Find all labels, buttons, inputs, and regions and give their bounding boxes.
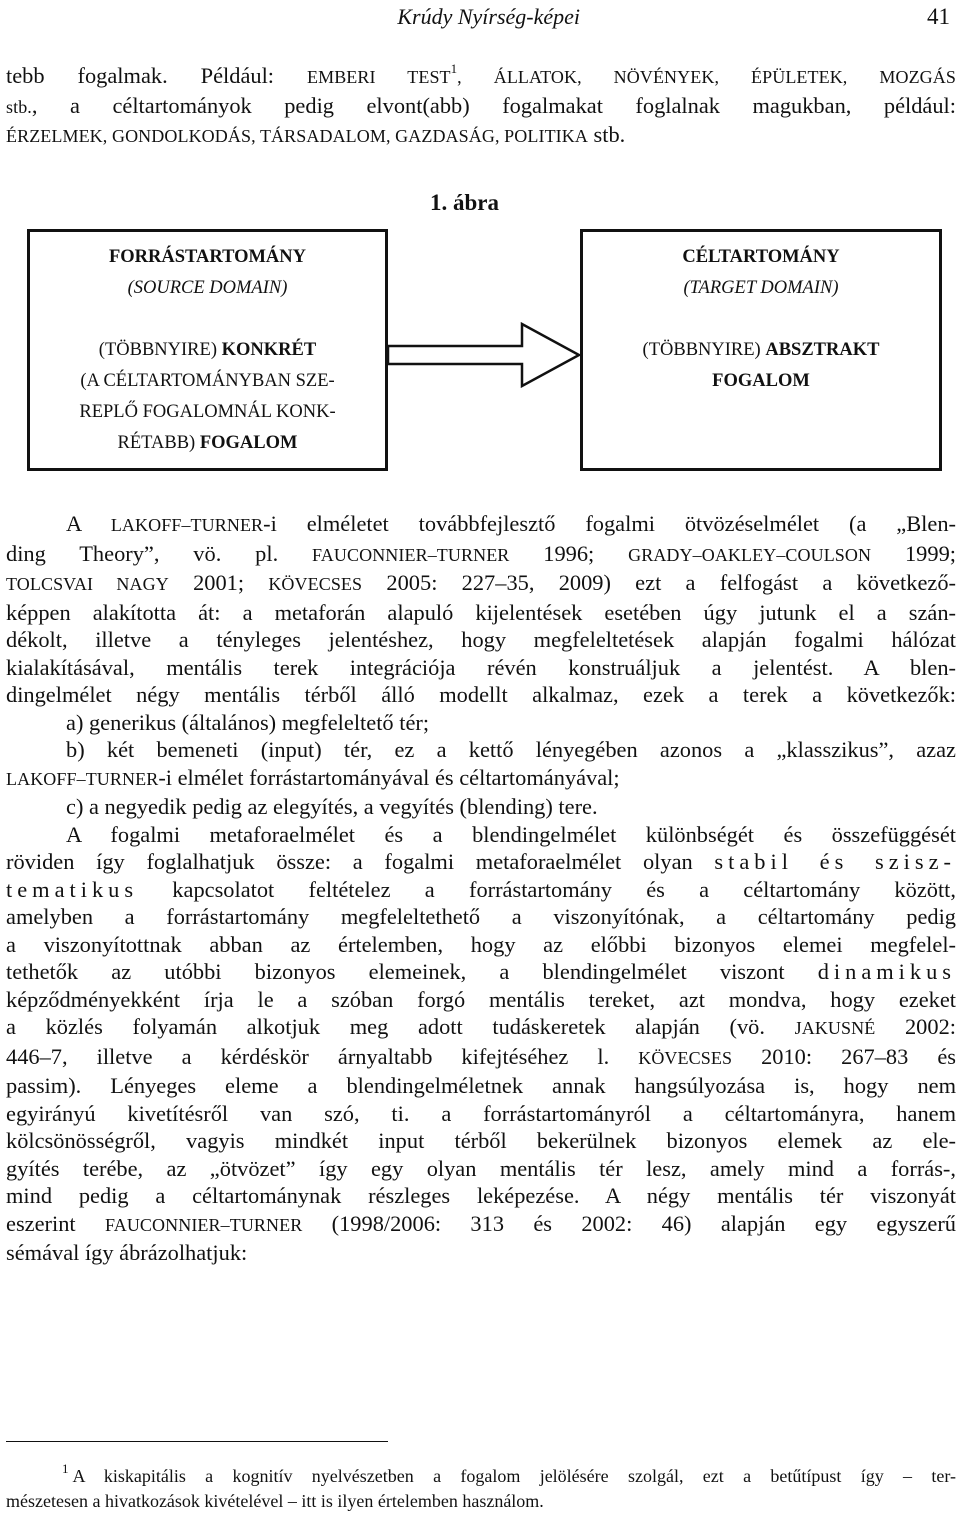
text-line <box>6 764 956 794</box>
intro-paragraph <box>6 55 956 151</box>
text-line: dékolt, illetve a tényleges jelentéshez, hogy megfeleltetések alapján fogalmi hálózat <box>6 627 956 652</box>
footnote-line <box>6 1456 956 1489</box>
small-caps-run: stb. <box>6 96 32 117</box>
author-name: LAKOFF–TURNER <box>6 768 159 789</box>
text-line <box>6 569 956 599</box>
text-run: 446–7, illetve a kérdéskör árnyaltabb kifejtéséhez l. <box>6 1043 639 1069</box>
page-number: 41 <box>927 4 950 29</box>
text-run: a közlés folyamán alkotjuk meg adott tudáskeretek alapján (vö. <box>6 1014 795 1039</box>
text-line <box>6 1210 956 1240</box>
text-line <box>6 55 956 92</box>
body-paragraph <box>6 510 956 1267</box>
text-line <box>6 92 956 122</box>
source-domain-box <box>27 229 388 471</box>
author-name: FAUCONNIER–TURNER <box>104 1214 303 1235</box>
bold-run: ABSZTRAKT <box>765 340 880 360</box>
text-line: képpen alakította át: a metaforán alapuló kijelentések esetében úgy jutunk el a szán- <box>6 599 956 625</box>
text-run: -i elmélet forrástartományával és céltartományával; <box>158 764 620 790</box>
spacer <box>583 304 939 335</box>
text-line <box>6 958 956 986</box>
text-run: eszerint <box>6 1210 105 1236</box>
text-run: ding Theory”, vö. pl. <box>6 540 313 566</box>
text-run: RÉTABB) <box>117 433 200 453</box>
text-line: mind pedig a céltartománynak részleges leképezése. A négy mentális tér viszonyát <box>6 1183 956 1208</box>
spacer <box>30 304 385 335</box>
text-line: amelyben a forrástartomány megfeleltethető a viszonyítónak, a céltartomány pedig <box>6 904 956 929</box>
text-line: a viszonyítottnak abban az értelemben, hogy az előbbi bizonyos elemei megfelel- <box>6 931 956 957</box>
text-line: képződményekként írja le a szóban forgó mentális tereket, azt mondva, hogy ezeket <box>6 986 956 1012</box>
text-run: A <box>66 511 111 536</box>
text-run: (TÖBBNYIRE) <box>642 340 766 360</box>
source-line: REPLŐ FOGALOMNÁL KONK- <box>79 402 336 422</box>
text-line: dingelmélet négy mentális térből álló modellt alkalmaz, ezek a terek a következők: <box>6 682 956 707</box>
text-line: passim). Lényeges eleme a blendingelméletnek annak hangsúlyozása is, hogy nem <box>6 1073 956 1098</box>
author-name: FAUCONNIER–TURNER <box>312 544 510 565</box>
spaced-emphasis: dinamikus <box>817 959 956 984</box>
source-line <box>30 428 385 459</box>
text-run: , a céltartományok pedig elvont(abb) fogalmakat foglalnak magukban, például: <box>31 92 956 118</box>
source-line: (A CÉLTARTOMÁNYBAN SZE- <box>80 371 335 391</box>
running-header <box>0 4 960 34</box>
text-line <box>6 510 956 540</box>
bold-run: FOGALOM <box>199 433 298 453</box>
footnote-line: mészetesen a hivatkozások kivételével – itt is ilyen értelemben használom. <box>6 1491 544 1511</box>
list-item: b) két bemeneti (input) tér, ez a kettő lényegében azonos a „klasszikus”, azaz <box>66 737 956 762</box>
text-line <box>6 1013 956 1043</box>
small-caps-run: ÉRZELMEK, GONDOLKODÁS, TÁRSADALOM, GAZDASÁG, POLITIKA <box>6 126 588 146</box>
text-run: (1998/2006: 313 és 2002: 46) alapján egy egyszerű <box>302 1210 957 1236</box>
text-run: -i elméletet továbbfejlesztő fogalmi ötvözéselmélet (a „Blen- <box>263 511 956 536</box>
source-domain-title: FORRÁSTARTOMÁNY <box>108 247 307 267</box>
author-name: TOLCSVAI NAGY <box>6 574 169 594</box>
text-line: A fogalmi metaforaelmélet és a blendingelmélet különbségét és összefüggését <box>66 821 956 847</box>
footnote-mark: 1 <box>62 1461 69 1476</box>
mapping-arrow-icon <box>388 322 582 388</box>
text-run: 2001; <box>168 570 269 595</box>
text-run: (TÖBBNYIRE) <box>98 340 222 360</box>
running-title: Krúdy Nyírség-képei <box>397 4 580 29</box>
text-run: 2005: 227–35, 2009) ezt a felfogást a következő- <box>362 570 956 595</box>
source-line <box>30 335 385 366</box>
author-name: JAKUSNÉ <box>794 1018 876 1038</box>
small-caps-run: , ÁLLATOK, NÖVÉNYEK, ÉPÜLETEK, MOZGÁS <box>457 67 956 87</box>
text-line: kialakításával, mentális terek integrációja révén konstruáljuk a jelentést. A blen- <box>6 654 956 680</box>
text-run: A kiskapitális a kognitív nyelvészetben a fogalom jelölésére szolgál, ezt a betűtípust így – ter- <box>72 1466 956 1486</box>
text-line <box>6 540 956 570</box>
footnote-divider <box>6 1441 388 1442</box>
text-run: 2010: 267–83 és <box>732 1043 956 1069</box>
author-name: LAKOFF–TURNER <box>110 515 264 535</box>
author-name: KÖVECSES <box>638 1047 733 1068</box>
author-name: GRADY–OAKLEY–COULSON <box>628 544 872 565</box>
text-run: tebb fogalmak. Például: <box>6 63 307 88</box>
spaced-emphasis: tematikus <box>6 876 139 902</box>
text-line <box>6 876 956 904</box>
text-run: 1996; <box>509 540 629 566</box>
list-item: c) a negyedik pedig az elegyítés, a vegyítés (blending) tere. <box>66 794 598 819</box>
target-line: FOGALOM <box>712 371 810 391</box>
source-domain-subtitle: (SOURCE DOMAIN) <box>127 278 288 298</box>
target-domain-title: CÉLTARTOMÁNY <box>682 247 840 267</box>
text-run: 1999; <box>871 540 956 566</box>
text-line <box>6 1043 956 1073</box>
target-line <box>583 335 939 366</box>
text-run: kapcsolatot feltételez a forrástartomány és a céltartomány között, <box>138 876 956 902</box>
text-line: kölcsönösségről, vagyis mindkét input térből bekerülnek bizonyos elemek az ele- <box>6 1128 956 1153</box>
text-run: röviden így foglalhatjuk össze: a fogalmi metaforaelmélet olyan <box>6 849 715 874</box>
bold-run: KONKRÉT <box>221 340 317 360</box>
text-run: stb. <box>587 122 626 147</box>
spaced-emphasis: stabil és szisz- <box>714 849 956 874</box>
text-line: sémával így ábrázolhatjuk: <box>6 1240 248 1265</box>
text-line: egyirányú kivetítésről van szó, ti. a forrástartományról a céltartományra, hanem <box>6 1100 956 1126</box>
text-line <box>6 848 956 876</box>
author-name: KÖVECSES <box>268 574 363 594</box>
figure-caption: 1. ábra <box>430 190 499 215</box>
small-caps-run: EMBERI TEST <box>307 67 451 87</box>
text-line: gyítés terébe, az „ötvözet” így egy olyan mentális tér lesz, amely mind a forrás-, <box>6 1155 956 1181</box>
target-domain-box <box>580 229 942 471</box>
list-item: a) generikus (általános) megfeleltető tér; <box>66 709 430 735</box>
footnote-ref: 1 <box>450 61 458 76</box>
target-domain-subtitle: (TARGET DOMAIN) <box>683 278 839 298</box>
text-run: 2002: <box>875 1014 956 1039</box>
text-run: tethetők az utóbbi bizonyos elemeinek, a blendingelmélet viszont <box>6 959 818 984</box>
text-line <box>6 121 956 151</box>
footnote <box>6 1456 956 1514</box>
